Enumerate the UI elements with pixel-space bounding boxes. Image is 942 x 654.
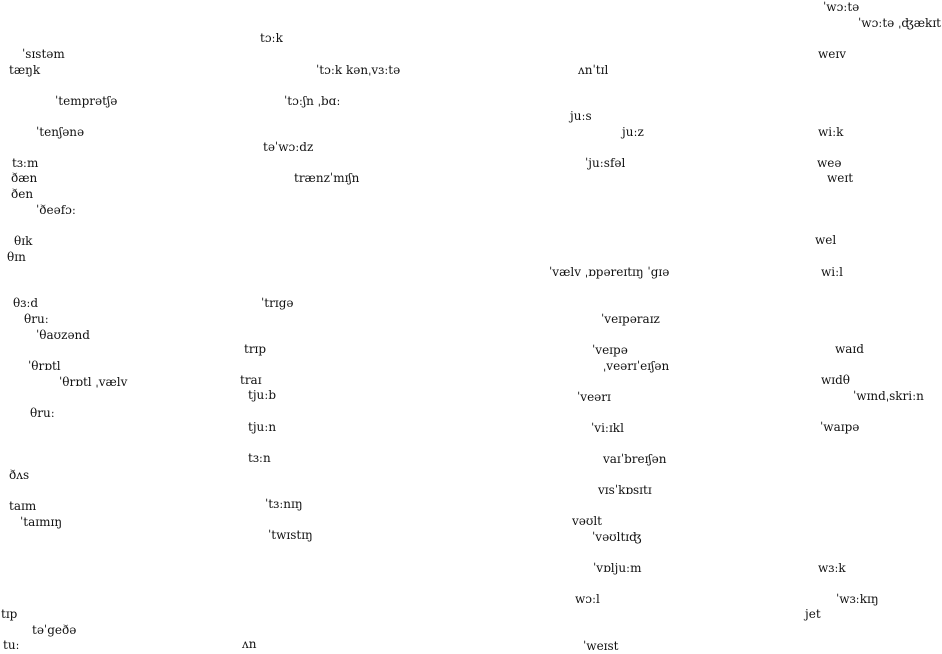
phonetic-entry: ˈtɜːnɪŋ <box>265 497 303 511</box>
phonetic-entry: ˈveərɪ <box>577 390 611 404</box>
phonetic-entry: ˈtrɪgə <box>261 296 294 310</box>
phonetic-entry: wiːl <box>821 265 843 279</box>
phonetic-entry: ˈvəʊltɪʤ <box>592 530 642 544</box>
phonetic-entry: ˌveərɪˈeɪʃən <box>603 359 670 373</box>
phonetic-entry: waɪd <box>835 342 864 356</box>
phonetic-entry: ˈwɔːtə <box>823 0 860 14</box>
phonetic-entry: θruː <box>24 312 49 326</box>
phonetic-entry: ˈvælv ˌɒpəreɪtɪŋ ˈgɪə <box>549 265 670 279</box>
phonetic-entry: wiːk <box>818 125 844 139</box>
phonetic-entry: ˈwɪndˌskriːn <box>853 389 924 403</box>
phonetic-entry: ˈweɪst <box>583 639 619 653</box>
phonetic-entry: ˈvɒljuːm <box>593 561 642 575</box>
phonetic-entry: ðen <box>11 187 34 201</box>
phonetic-entry: ˈsɪstəm <box>22 47 65 61</box>
phonetic-entry: traɪ <box>240 373 262 387</box>
phonetic-entry: təˈgeðə <box>32 623 77 637</box>
phonetic-entry: trænzˈmɪʃn <box>294 171 360 185</box>
phonetic-entry: juːz <box>622 125 644 139</box>
phonetic-entry: tɜːn <box>248 451 271 465</box>
phonetic-entry: wɪdθ <box>821 373 851 387</box>
phonetic-entry: tɜːm <box>12 156 39 170</box>
phonetic-entry: ˈwɜːkɪŋ <box>836 592 879 606</box>
phonetic-entry: trɪp <box>244 342 267 356</box>
phonetic-entry: ðæn <box>11 171 38 185</box>
phonetic-entry: jet <box>805 607 821 621</box>
phonetic-entry: tjuːb <box>248 388 276 402</box>
phonetic-entry: vaɪˈbreɪʃən <box>603 452 667 466</box>
phonetic-entry: ˈθrɒtl ˌvælv <box>59 375 128 389</box>
phonetic-entry: ʌnˈtɪl <box>578 63 609 77</box>
phonetic-entry: wɔːl <box>575 592 600 606</box>
phonetic-entry: tuː <box>3 638 20 652</box>
phonetic-entry: ˈtaɪmɪŋ <box>20 515 63 529</box>
phonetic-entry: ˈwɔːtə ˌʤækɪt <box>858 16 941 30</box>
phonetic-entry: ˈtwɪstɪŋ <box>268 528 313 542</box>
phonetic-entry: ˈθaʊzənd <box>36 328 90 342</box>
phonetic-entry: vəʊlt <box>572 514 602 528</box>
phonetic-entry: weɪt <box>827 171 854 185</box>
phonetic-entry: tjuːn <box>248 420 277 434</box>
phonetic-entry: ˈtemprətʃə <box>55 94 118 108</box>
phonetic-entry: ˈveɪpəraɪz <box>601 312 660 326</box>
phonetic-entry: weɪv <box>818 47 846 61</box>
phonetic-entry: tɔːk <box>260 31 283 45</box>
phonetic-entry: taɪm <box>9 499 37 513</box>
phonetic-entry: ˈtɔːk kənˌvɜːtə <box>316 63 401 77</box>
phonetic-entry: ˈtɔːʃn ˌbɑː <box>284 94 341 108</box>
phonetic-entry: tæŋk <box>9 63 41 77</box>
phonetic-entry: ˈveɪpə <box>592 343 628 357</box>
phonetic-entry: θɪn <box>7 250 26 264</box>
phonetic-entry: θɜːd <box>13 296 39 310</box>
phonetic-entry: tɪp <box>1 607 18 621</box>
phonetic-entry: weə <box>817 156 842 170</box>
phonetic-entry: θɪk <box>14 234 33 248</box>
phonetic-entry: ˈðeəfɔː <box>36 203 76 217</box>
phonetic-entry: ʌn <box>242 637 257 651</box>
phonetic-entry: θruː <box>30 406 55 420</box>
phonetic-entry: wel <box>815 233 837 247</box>
phonetic-entry: ˈwaɪpə <box>820 420 860 434</box>
phonetic-entry: ˈjuːsfəl <box>585 156 626 170</box>
phonetic-entry: ˈviːɪkl <box>591 421 624 435</box>
phonetic-entry: ðʌs <box>9 468 30 482</box>
phonetic-entry: təˈwɔːdz <box>263 140 314 154</box>
phonetic-entry: ˈtenʃənə <box>36 125 85 139</box>
phonetic-entry: vɪsˈkɒsɪtɪ <box>598 483 652 497</box>
phonetic-entry: juːs <box>570 109 592 123</box>
phonetic-entry: ˈθrɒtl <box>28 359 61 373</box>
phonetic-entry: wɜːk <box>818 561 846 575</box>
